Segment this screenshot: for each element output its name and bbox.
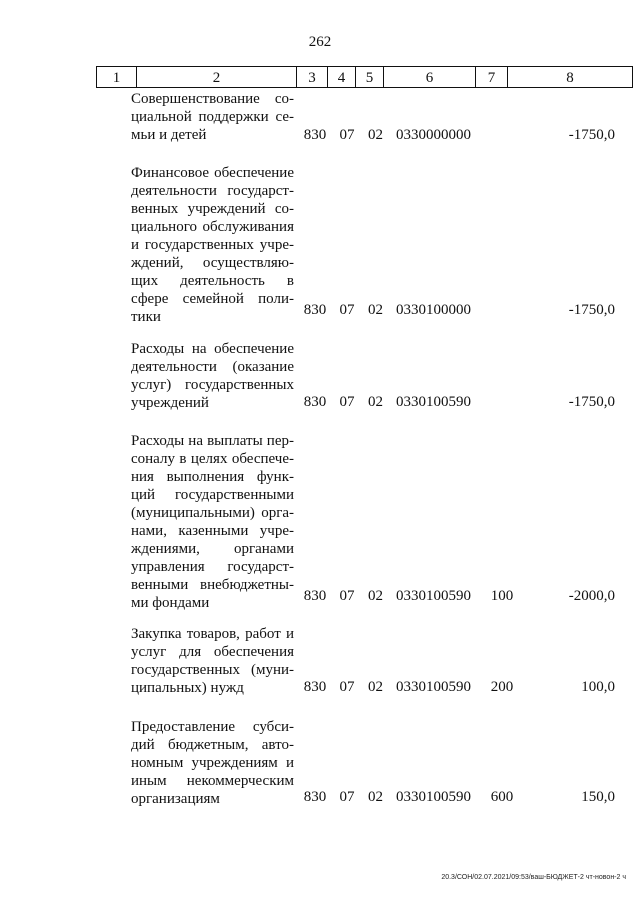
header-col-3: 3 — [297, 67, 328, 88]
row-subsection: 02 — [368, 302, 383, 318]
row-section: 07 — [339, 127, 355, 143]
row-grbs: 830 — [303, 588, 327, 604]
row-amount: -1750,0 — [568, 127, 615, 143]
row-target-code: 0330100590 — [396, 679, 471, 695]
header-col-8: 8 — [508, 67, 633, 88]
header-col-2: 2 — [137, 67, 297, 88]
row-description: Предоставление субсидий бюджетным, автономным учреждениям и иным некоммерческим организациям — [131, 719, 294, 807]
row-grbs: 830 — [303, 394, 327, 410]
row-amount: -1750,0 — [568, 302, 615, 318]
row-target-code: 0330100590 — [396, 394, 471, 410]
row-grbs: 830 — [303, 679, 327, 695]
row-section: 07 — [339, 679, 355, 695]
row-subsection: 02 — [368, 789, 383, 805]
row-target-code: 0330100590 — [396, 588, 471, 604]
table-row — [0, 718, 640, 808]
row-target-code: 0330100590 — [396, 789, 471, 805]
row-expense-type: 600 — [490, 789, 514, 805]
header-col-6: 6 — [384, 67, 476, 88]
row-amount: 100,0 — [581, 679, 615, 695]
table-row — [0, 625, 640, 697]
table-row — [0, 432, 640, 611]
row-grbs: 830 — [303, 127, 327, 143]
row-expense-type: 100 — [490, 588, 514, 604]
row-expense-type: 200 — [490, 679, 514, 695]
row-subsection: 02 — [368, 588, 383, 604]
row-subsection: 02 — [368, 394, 383, 410]
row-grbs: 830 — [303, 302, 327, 318]
table-header — [96, 66, 633, 88]
header-col-5: 5 — [356, 67, 384, 88]
table-row — [0, 340, 640, 412]
row-subsection: 02 — [368, 679, 383, 695]
row-description: Расходы на выплаты персоналу в целях обеспечения выполнения функций государственными (муниципальными) органами, казенными учреждениями, органами управления государственными внебюджетными фондами — [131, 433, 294, 611]
header-col-7: 7 — [476, 67, 508, 88]
row-subsection: 02 — [368, 127, 383, 143]
row-section: 07 — [339, 394, 355, 410]
footer-stamp: 20.3/СОН/02.07.2021/09:53/ваш-БЮДЖЕТ-2 чт-новон-2 ч — [441, 874, 626, 881]
header-col-4: 4 — [328, 67, 356, 88]
row-description: Финансовое обеспечение деятельности государственных учреждений социального обслуживания и государственных учреждений, осуществляющих деятельность в сфере семейной политики — [131, 165, 294, 325]
row-target-code: 0330100000 — [396, 302, 471, 318]
row-section: 07 — [339, 302, 355, 318]
page-number: 262 — [308, 34, 332, 50]
row-amount: 150,0 — [581, 789, 615, 805]
row-description: Совершенствование социальной поддержки семьи и детей — [131, 91, 294, 143]
table-row — [0, 164, 640, 326]
row-section: 07 — [339, 789, 355, 805]
row-amount: -1750,0 — [568, 394, 615, 410]
table-row — [0, 90, 640, 144]
row-description: Расходы на обеспечение деятельности (оказание услуг) государственных учреждений — [131, 341, 294, 411]
row-amount: -2000,0 — [568, 588, 615, 604]
row-target-code: 0330000000 — [396, 127, 471, 143]
row-description: Закупка товаров, работ и услуг для обеспечения государственных (муниципальных) нужд — [131, 626, 294, 696]
row-section: 07 — [339, 588, 355, 604]
header-col-1: 1 — [97, 67, 137, 88]
row-grbs: 830 — [303, 789, 327, 805]
